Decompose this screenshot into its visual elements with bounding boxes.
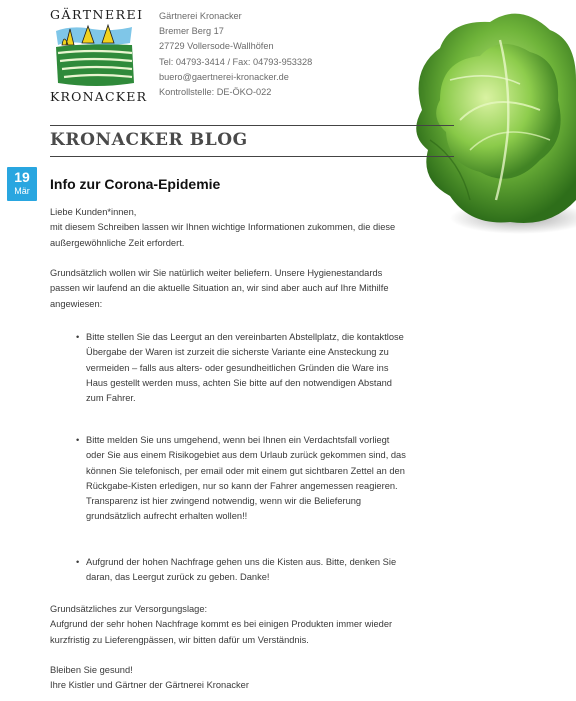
text-line: zum Fahrer.	[86, 393, 136, 404]
logo-text-bottom: KRONACKER	[50, 89, 148, 104]
text-line: Transparenz ist hier zwingend notwendig, wenn wir die Belieferung	[86, 496, 362, 507]
text-line: oder Sie aus einem Risikogebiet aus dem Urlaub zurück gekommen sind, das	[86, 450, 406, 461]
lettuce-image	[400, 0, 576, 240]
text-line: Übergabe der Waren ist zurzeit die sicherste Variante eine Ansteckung zu	[86, 347, 389, 358]
post-paragraph-3	[50, 602, 392, 648]
text-line: mit diesem Schreiben lassen wir Ihnen wichtige Informationen zukommen, die diese	[50, 222, 396, 233]
header-divider-top	[50, 125, 454, 126]
text-line: Haus gestellt werden muss, achten Sie bitte auf den notwendigen Abstand	[86, 377, 392, 388]
post-paragraph-2	[50, 266, 389, 312]
text-line: vermeiden – falls aus alters- oder gesundheitlichen Gründen die Ware ins	[86, 362, 389, 373]
text-line: Bleiben Sie gesund!	[50, 665, 133, 675]
text-line: Grundsätzlich wollen wir Sie natürlich weiter beliefern. Unsere Hygienestandards	[50, 268, 383, 278]
bullet-icon: •	[76, 557, 80, 567]
address-company: Gärtnerei Kronacker	[159, 11, 242, 21]
logo-text-top: GÄRTNEREI	[50, 7, 144, 22]
text-line: Bitte melden Sie uns umgehend, wenn bei Ihnen ein Verdachtsfall vorliegt	[86, 435, 390, 445]
text-line: daran, das Leergut zurück zu geben. Danke!	[86, 572, 270, 583]
text-line: Rückgabe-Kisten erledigen, nur so kann der Fahrer angemessen reagieren.	[86, 480, 398, 491]
text-line: außergewöhnliche Zeit erfordert.	[50, 237, 185, 248]
text-line: grundsätzlich aufrecht erhalten wollen!!	[86, 511, 248, 522]
text-line: Aufgrund der sehr hohen Nachfrage kommt es bei einigen Produkten immer wieder	[50, 619, 393, 630]
post-title[interactable]: Info zur Corona-Epidemie	[50, 176, 221, 192]
post-intro	[50, 205, 395, 251]
address-block	[159, 9, 312, 100]
date-month: Mär	[14, 186, 30, 196]
text-line: Grundsätzliches zur Versorgungslage:	[50, 604, 208, 614]
blog-title: KRONACKER BLOG	[50, 130, 248, 150]
text-line: Aufgrund der hohen Nachfrage gehen uns die Kisten aus. Bitte, denken Sie	[86, 557, 397, 567]
bullet-icon: •	[76, 332, 80, 342]
text-line: Bitte stellen Sie das Leergut an den vereinbarten Abstellplatz, die kontaktlose	[86, 332, 404, 342]
address-city: 27729 Vollersode-Wallhöfen	[159, 41, 274, 52]
text-line: kurzfristig zu Lieferengpässen, wir bitten dafür um Verständnis.	[50, 634, 309, 645]
address-control: Kontrollstelle: DE-ÖKO-022	[159, 87, 272, 98]
text-line: Ihre Kistler und Gärtner der Gärtnerei Kronacker	[50, 680, 249, 691]
logo[interactable]	[50, 7, 148, 105]
text-line: angewiesen:	[50, 298, 103, 309]
text-line: passen wir laufend an die aktuelle Situation an, wir sind aber auch auf Ihre Mithilfe	[50, 283, 389, 294]
address-email[interactable]: buero@gaertnerei-kronacker.de	[159, 71, 289, 82]
address-phone: Tel: 04793-3414 / Fax: 04793-953328	[159, 56, 313, 67]
bullet-icon: •	[76, 435, 80, 445]
header-divider-bottom	[50, 156, 454, 157]
post-closing	[50, 663, 249, 694]
address-street: Bremer Berg 17	[159, 26, 224, 37]
text-line: können Sie telefonisch, per email oder mit einem gut sichtbaren Zettel an den	[86, 465, 405, 476]
logo-emblem-icon	[52, 23, 138, 89]
date-badge	[7, 167, 37, 201]
date-day: 19	[14, 169, 30, 185]
text-line: Liebe Kunden*innen,	[50, 207, 137, 217]
